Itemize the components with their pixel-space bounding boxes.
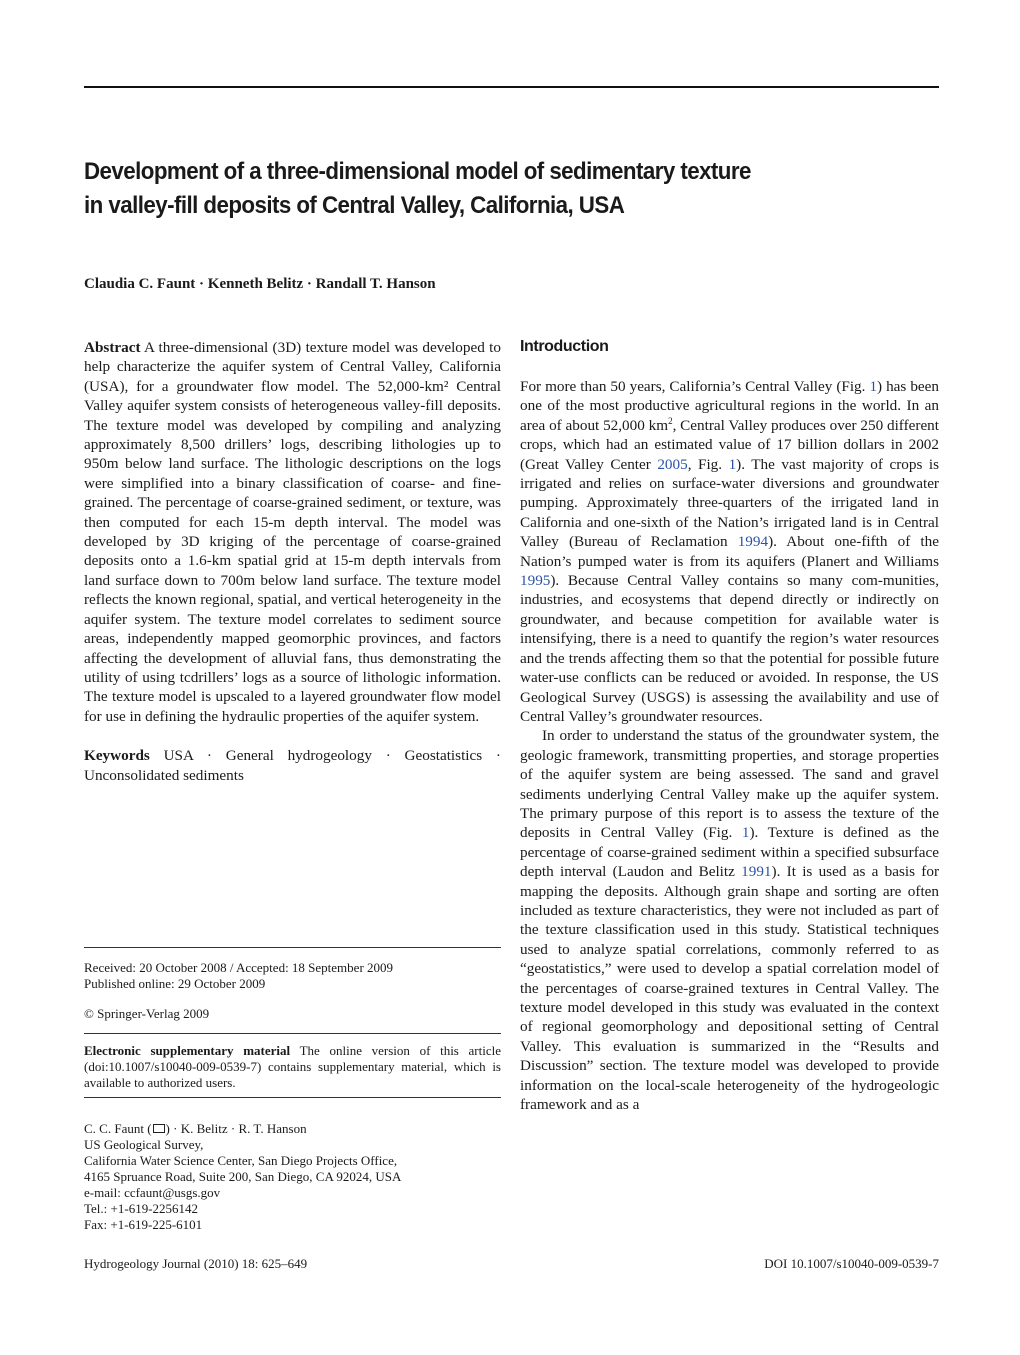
telephone: Tel.: +1-619-2256142 [84, 1201, 199, 1216]
figure-1-link[interactable]: 1 [728, 455, 737, 473]
fax: Fax: +1-619-225-6101 [84, 1217, 203, 1232]
esm-text: The online version of this article (doi:10.1007/s10040-009-0539-7) contains supplementary material, which is available to authorized users. [84, 1043, 502, 1090]
top-rule [84, 86, 939, 88]
left-column [84, 338, 501, 785]
email[interactable]: e-mail: ccfaunt@usgs.gov [84, 1185, 221, 1200]
received-accepted: Received: 20 October 2008 / Accepted: 18 September 2009 [84, 960, 394, 975]
dates-block [84, 960, 501, 992]
copyright: © Springer-Verlag 2009 [84, 1006, 210, 1021]
figure-1-link[interactable]: 1 [869, 378, 878, 395]
envelope-icon [153, 1124, 165, 1133]
published-online: Published online: 29 October 2009 [84, 976, 266, 991]
esm-label: Electronic supplementary material [84, 1043, 291, 1058]
intro-paragraph-1: For more than 50 years, California’s Central Valley (Fig. 1) has been one of the most productive agricultural regions in the world. In an area of about 52,000 $km^2$, Central Valley produces over 250 different crops, which had an estimated value of 17 billion dollars in 2002 (Great Valley Center 2005, Fig. 1). The vast majority of crops is irrigated and relies on surface-water diversions and groundwater pumping. Approximately three-quarters of the irrigated land in California and one-sixth of the Nation’s irrigated land is in Central Valley (Bureau of Reclamation 1994). About one-fifth of the Nation’s pumped water is from its aquifers (Planert and Williams 1995). Because Central Valley contains so many com-munities, industries, and ecosystems that depend directly or indirectly on groundwater, and because competition for available water is intensifying, there is a need to quantify the region’s water resources and the trends affecting them so that the potential for possible future water-use conflicts can be reduced or avoided. In response, the US Geological Survey (USGS) is assessing the availability and use of Central Valley’s groundwater resources. [520, 378, 939, 725]
citation-link-2005[interactable]: 2005 [657, 455, 688, 473]
footer-doi: DOI 10.1007/s10040-009-0539-7 [764, 1256, 939, 1271]
keywords-label: Keywords [84, 747, 150, 765]
right-column [520, 338, 939, 1114]
citation-link-1994[interactable]: 1994 [737, 533, 769, 551]
divider-esm [84, 1033, 501, 1034]
affiliation-center: California Water Science Center, San Diego Projects Office, [84, 1153, 398, 1168]
introduction-heading: Introduction [520, 338, 609, 355]
keywords-text: USA · General hydrogeology · Geostatistics · Unconsolidated sediments [84, 747, 501, 784]
footer-journal: Hydrogeology Journal (2010) 18: 625–649 [84, 1256, 308, 1271]
divider-affiliation [84, 1097, 501, 1098]
abstract-label: Abstract [84, 339, 141, 356]
esm-note [84, 1043, 501, 1091]
title-line-2: in valley-fill deposits of Central Valley, California, USA [84, 192, 625, 219]
divider-dates [84, 947, 501, 948]
affiliation-block [84, 1121, 501, 1233]
citation-link-1991[interactable]: 1991 [741, 863, 772, 881]
abstract [84, 338, 501, 726]
abstract-text: A three-dimensional (3D) texture model was developed to help characterize the aquifer system of Central Valley, California (USA), for a groundwater flow model. The 52,000-km² Central Valley aquifer system consists of heterogeneous valley-fill deposits. The texture model was developed by compiling and analyzing approximately 8,500 drillers’ logs, describing lithologies up to 950m below land surface. The lithologic descriptions on the logs were simplified into a binary classification of coarse- and fine-grained. The percentage of coarse-grained sediment, or texture, was then computed for each 15-m depth interval. The model was developed by 3D kriging of the percentage of coarse-grained deposits onto a 1.6-km spatial grid at 15-m depth intervals from land surface down to 700m below land surface. The texture model reflects the known regional, spatial, and vertical heterogeneity in the aquifer system. The texture model correlates to sediment source areas, independently mapped geomorphic provinces, and factors affecting the development of alluvial fans, thus demonstrating the utility of using tcdrillers’ logs as a source of lithologic information. The texture model is upscaled to a layered groundwater flow model for use in defining the hydraulic properties of the aquifer system. [84, 339, 501, 725]
intro-paragraph-2: In order to understand the status of the groundwater system, the geologic framework, transmitting properties, and storage properties of the aquifer system are being assessed. The sand and gravel sediments underlying Central Valley make up the aquifer system. The primary purpose of this report is to assess the texture of the deposits in Central Valley (Fig. 1). Texture is defined as the percentage of coarse-grained sediment within a specified subsurface depth interval (Laudon and Belitz 1991). It is used as a basis for mapping the deposits. Although grain shape and sorting are often included as texture characteristics, they were not included as part of the texture classification used in this study. Statistical techniques used to analyze spatial correlations, commonly referred to as “geostatistics,” were used to develop a spatial correlation model of the percentages of coarse-grained textures in Central Valley. The texture model developed in this study was evaluated in the context of regional geomorphology and depositional setting of Central Valley. This evaluation is summarized in the “Results and Discussion” section. The texture model was developed to provide information on the local-scale heterogeneity of the hydrogeologic framework and as a [520, 727, 939, 1114]
keywords [84, 746, 501, 785]
author-list: Claudia C. Faunt · Kenneth Belitz · Randall T. Hanson [84, 276, 436, 292]
affiliation-org: US Geological Survey, [84, 1137, 204, 1152]
corresponding-authors: C. C. Faunt ( ) · K. Belitz · R. T. Hanson [84, 1121, 307, 1136]
citation-link-1995[interactable]: 1995 [520, 572, 551, 590]
figure-1-link[interactable]: 1 [741, 824, 750, 842]
title-line-1: Development of a three-dimensional model of sedimentary texture [84, 158, 751, 185]
affiliation-address: 4165 Spruance Road, Suite 200, San Diego, CA 92024, USA [84, 1169, 402, 1184]
paper-title [84, 155, 884, 223]
